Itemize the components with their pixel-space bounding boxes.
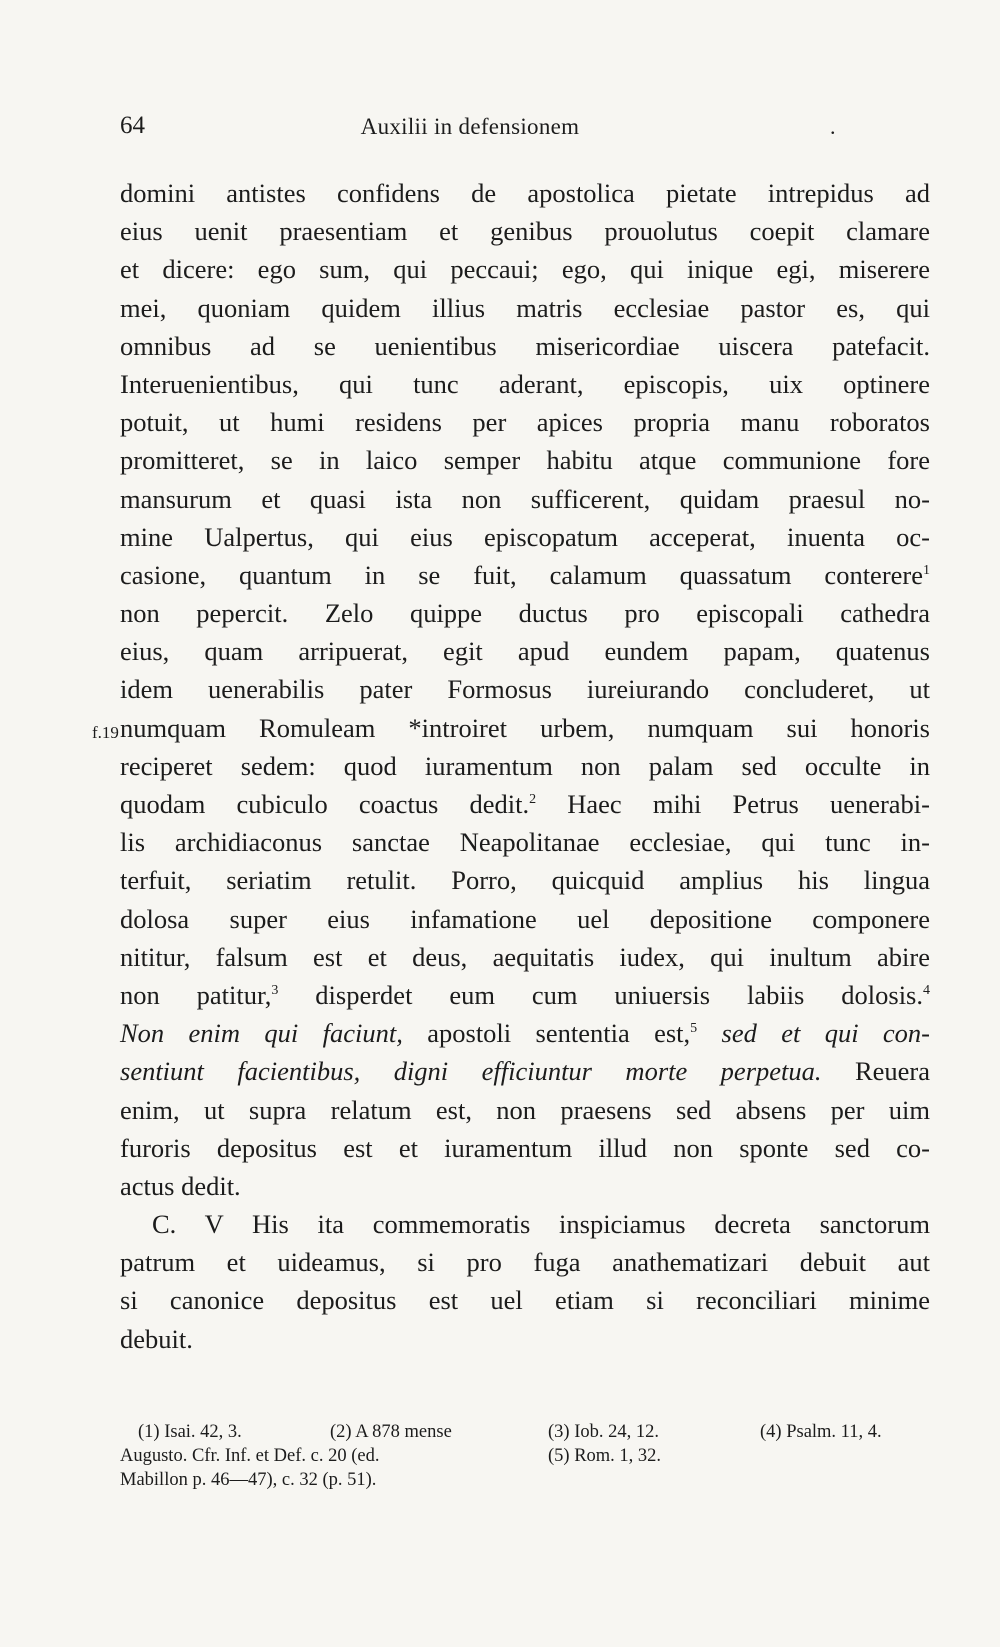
footnote-row [120, 1468, 930, 1492]
text-line: furoris depositus est et iuramentum illud non sponte sed co- [120, 1132, 930, 1163]
text-line: lis archidiaconus sanctae Neapolitanae ecclesiae, qui tunc in- [120, 827, 930, 858]
footnote-ref: (2) [330, 1422, 352, 1442]
note-ref: 5 [690, 1021, 698, 1037]
margin-folio-note: f.19 [92, 723, 119, 742]
footnote-text: Isai. 42, 3. [164, 1422, 242, 1442]
chapter-line: C. V His ita commemoratis inspiciamus decreta sanctorum [152, 1209, 930, 1240]
text-segment: disperdet eum cum uniuersis labiis dolosis. [315, 979, 923, 1010]
text-line: reciperet sedem: quod iuramentum non palam sed occulte in [120, 750, 930, 781]
footnote-5 [548, 1444, 661, 1468]
text-line: idem uenerabilis pater Formosus iureiurando concluderet, ut [120, 674, 930, 705]
note-ref: 3 [271, 983, 279, 999]
footnote-1 [138, 1420, 242, 1444]
footnote-ref: (4) [760, 1422, 782, 1442]
text-line: eius, quam arripuerat, egit apud eundem papam, quatenus [120, 636, 930, 667]
footnotes [120, 1420, 930, 1492]
text-line: si canonice depositus est uel etiam si reconciliari minime [120, 1285, 930, 1316]
footnote-text: Rom. 1, 32. [574, 1446, 662, 1466]
footnote-text: Iob. 24, 12. [574, 1422, 659, 1442]
footnote-2-continuation: Mabillon p. 46—47), c. 32 (p. 51). [120, 1470, 377, 1490]
text-line: numquam Romuleam *introiret urbem, numquam sui honoris [120, 712, 930, 743]
text-line: dolosa super eius infamatione uel depositione componere [120, 903, 930, 934]
footnote-row [120, 1444, 930, 1468]
running-title: Auxilii in defensionem [360, 114, 580, 139]
text-line: debuit. [120, 1323, 193, 1354]
footnote-4 [760, 1420, 882, 1444]
text-line: nititur, falsum est et deus, aequitatis iudex, qui inultum abire [120, 941, 930, 972]
italic-quote: Non enim qui faciunt, [120, 1018, 403, 1049]
running-head [120, 112, 930, 152]
text-segment: Haec mihi Petrus uenerabi- [567, 789, 930, 819]
text-line: Interuenientibus, qui tunc aderant, episcopis, uix optinere [120, 368, 930, 399]
text-line: mine Ualpertus, qui eius episcopatum acceperat, inuenta oc- [120, 521, 930, 552]
main-text [120, 174, 930, 1358]
italic-quote: sentiunt facientibus, digni efficiuntur morte perpetua. [120, 1056, 822, 1087]
note-ref: 2 [529, 792, 537, 808]
text-line [120, 976, 930, 1014]
italic-quote: sed et qui con- [721, 1018, 931, 1049]
text-segment: apostoli sententia est, [427, 1018, 691, 1049]
footnote-ref: (3) [548, 1422, 570, 1442]
stray-mark: . [830, 114, 836, 139]
text-line: non pepercit. Zelo quippe ductus pro episcopali cathedra [120, 598, 930, 629]
text-segment: quodam cubiculo coactus dedit. [120, 789, 530, 819]
text-line [120, 1052, 930, 1090]
text-line: enim, ut supra relatum est, non praesens sed absens per uim [120, 1094, 930, 1125]
footnote-text: Psalm. 11, 4. [786, 1422, 882, 1442]
footnote-3 [548, 1420, 659, 1444]
footnote-2 [330, 1420, 452, 1444]
note-ref: 1 [923, 563, 930, 579]
text-line: mansurum et quasi ista non sufficerent, quidam praesul no- [120, 483, 930, 514]
note-ref: 4 [923, 983, 930, 999]
text-line [120, 1014, 930, 1052]
footnote-2-continuation: Augusto. Cfr. Inf. et Def. c. 20 (ed. [120, 1446, 380, 1466]
footnote-ref: (1) [138, 1422, 160, 1442]
text-segment: casione, quantum in se fuit, calamum quassatum conterere [120, 559, 923, 590]
text-segment: Reuera [854, 1056, 930, 1087]
text-line: mei, quoniam quidem illius matris ecclesiae pastor es, qui [120, 292, 930, 323]
text-line: et dicere: ego sum, qui peccaui; ego, qui inique egi, miserere [120, 254, 930, 285]
text-line: terfuit, seriatim retulit. Porro, quicquid amplius his lingua [120, 865, 930, 896]
text-line: potuit, ut humi residens per apices propria manu roboratos [120, 407, 930, 438]
text-line: patrum et uideamus, si pro fuga anathematizari debuit aut [120, 1247, 930, 1278]
text-line: omnibus ad se uenientibus misericordiae uiscera patefacit. [120, 330, 930, 361]
text-line [120, 785, 930, 823]
page-number: 64 [120, 112, 145, 139]
text-line: domini antistes confidens de apostolica pietate intrepidus ad [120, 178, 930, 208]
text-line: actus dedit. [120, 1170, 241, 1201]
text-line: eius uenit praesentiam et genibus prouolutus coepit clamare [120, 216, 930, 247]
footnote-ref: (5) [548, 1446, 570, 1466]
footnote-text: A 878 mense [355, 1422, 452, 1442]
text-line: promitteret, se in laico semper habitu atque communione fore [120, 445, 930, 476]
footnote-row [120, 1420, 930, 1444]
text-segment: non patitur, [120, 979, 272, 1010]
text-line [120, 556, 930, 594]
